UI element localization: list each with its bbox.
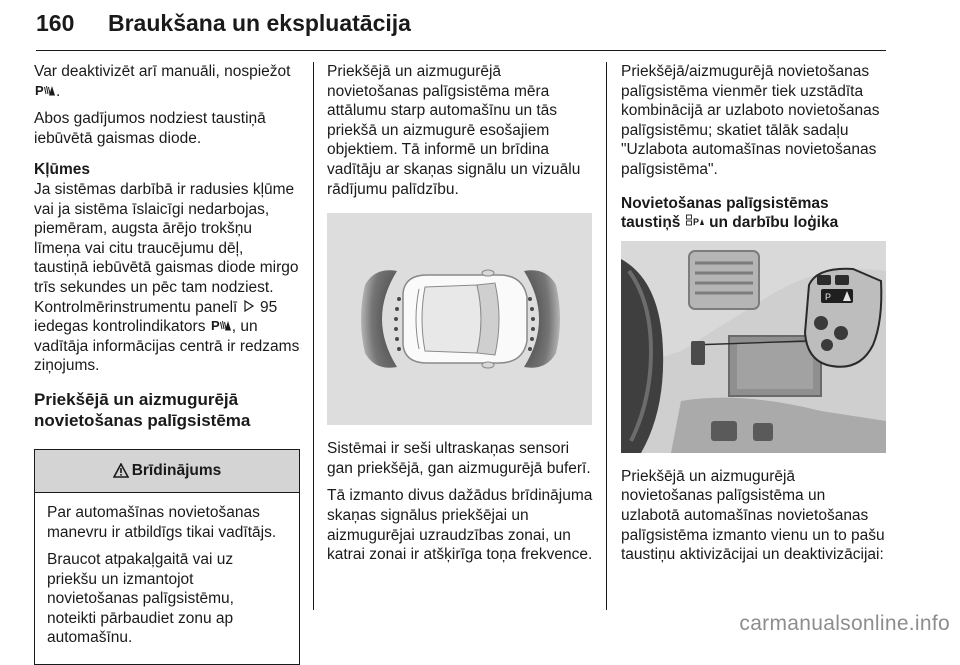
intro-paragraph: Priekšējā un aizmugurējā novietošanas palīgsistēma mēra attālumu starp automašīnu un tās priekšā un aizmugurē esošajiem objektiem. Tā informē un brīdina vadītāju ar skaņas signālu un vizuālu rādījumu palīdzību. [327,63,581,198]
warning-box [34,449,300,665]
svg-text:P: P [35,82,44,97]
combination-paragraph: Priekšējā/aizmugurējā novietošanas palīgsistēma vienmēr tiek uzstādīta kombinācijā ar uzlaboto novietošanas palīgsistēmu; skatiet tālāk sadaļu "Uzlabota automašīnas novietošanas palīgsistēma". [621,63,880,178]
shared-button-paragraph: Priekšējā un aizmugurējā novietošanas palīgsistēma un uzlabotā automašīnas novietošanas palīgsistēma izmanto vienu un to pašu taustiņu aktivizācijai un deaktivizācijai: [621,467,885,564]
faults-paragraph: Ja sistēmas darbībā ir radusies kļūme vai ja sistēma īslaicīgi nedarbojas, piemēram, augsta ārējo trokšņu līmeņa vai citu traucējumu dēļ, taustiņā iebūvētā gaismas diode mirgo trīs sekundes un pēc tam nodziest. Kontrolmērinstrumentu panelī 95 iedegas kontrolindikators P , un vadītāja informācijas centrā ir redzams ziņojums. [34,180,300,375]
svg-text:P: P [692,217,699,228]
button-panel-callout [805,269,881,367]
car-sensor-illustration [327,213,592,425]
page-header [36,8,886,48]
warning-text-1: Par automašīnas novietošanas manevru ir atbildīgs tikai vadītājs. [47,503,277,541]
warning-header [35,450,299,493]
sensor-diagram [327,213,592,425]
section-heading: Priekšējā un aizmugurējā novietošanas palīgsistēma [34,389,251,430]
small-switch [691,341,705,365]
manual-deactivation-paragraph: Var deaktivizēt arī manuāli, nospiežot P . [34,63,291,100]
column-right [621,62,887,573]
warning-text-2: Braucot atpakaļgaitā vai uz priekšu un izmantojot novietošanas palīgsistēmu, noteikti pārbaudiet zonu ap automašīnu. [47,551,234,647]
reference-page-link[interactable]: 95 [259,298,278,316]
watermark: carmanualsonline.info [739,612,950,635]
column-left [34,62,300,665]
warning-title: Brīdinājums [131,462,222,480]
running-title: Braukšana un ekspluatācija [108,10,411,36]
page-number: 160 [36,10,75,36]
column-middle [327,62,593,573]
reference-arrow-icon [243,299,255,313]
warning-triangle-icon [113,463,129,478]
car-top-view [403,270,527,368]
dashboard-photo [621,241,886,453]
park-button-icon [686,214,704,228]
sensors-paragraph: Sistēmai ir seši ultraskaņas sensori gan priekšējā, gan aizmugurējā buferī. [327,440,591,477]
svg-text:P: P [825,291,832,302]
front-sensor-zone [524,270,560,367]
button-logic-heading: Novietošanas palīgsistēmas taustiņš P un darbību loģika [621,194,839,232]
column-divider [606,62,607,610]
park-pilot-icon [35,83,55,97]
air-vent [689,251,759,309]
dashboard-button-photo [621,241,886,453]
tones-paragraph: Tā izmanto divus dažādus brīdinājuma skaņas signālus priekšējai un aizmugurējai uzraudzības zonai, un katrai zonai ir atšķirīga toņa frekvence. [327,487,593,564]
park-pilot-icon [211,318,231,332]
svg-text:P: P [210,318,220,333]
rear-sensors [394,297,401,351]
faults-heading: Kļūmes [34,161,90,179]
led-off-paragraph: Abos gadījumos nodziest taustiņā iebūvētā gaismas diode. [34,110,266,147]
column-divider [313,62,314,610]
front-sensors [528,297,535,351]
header-rule [36,50,886,51]
warning-body [35,493,299,664]
rear-sensor-zone [361,270,397,367]
